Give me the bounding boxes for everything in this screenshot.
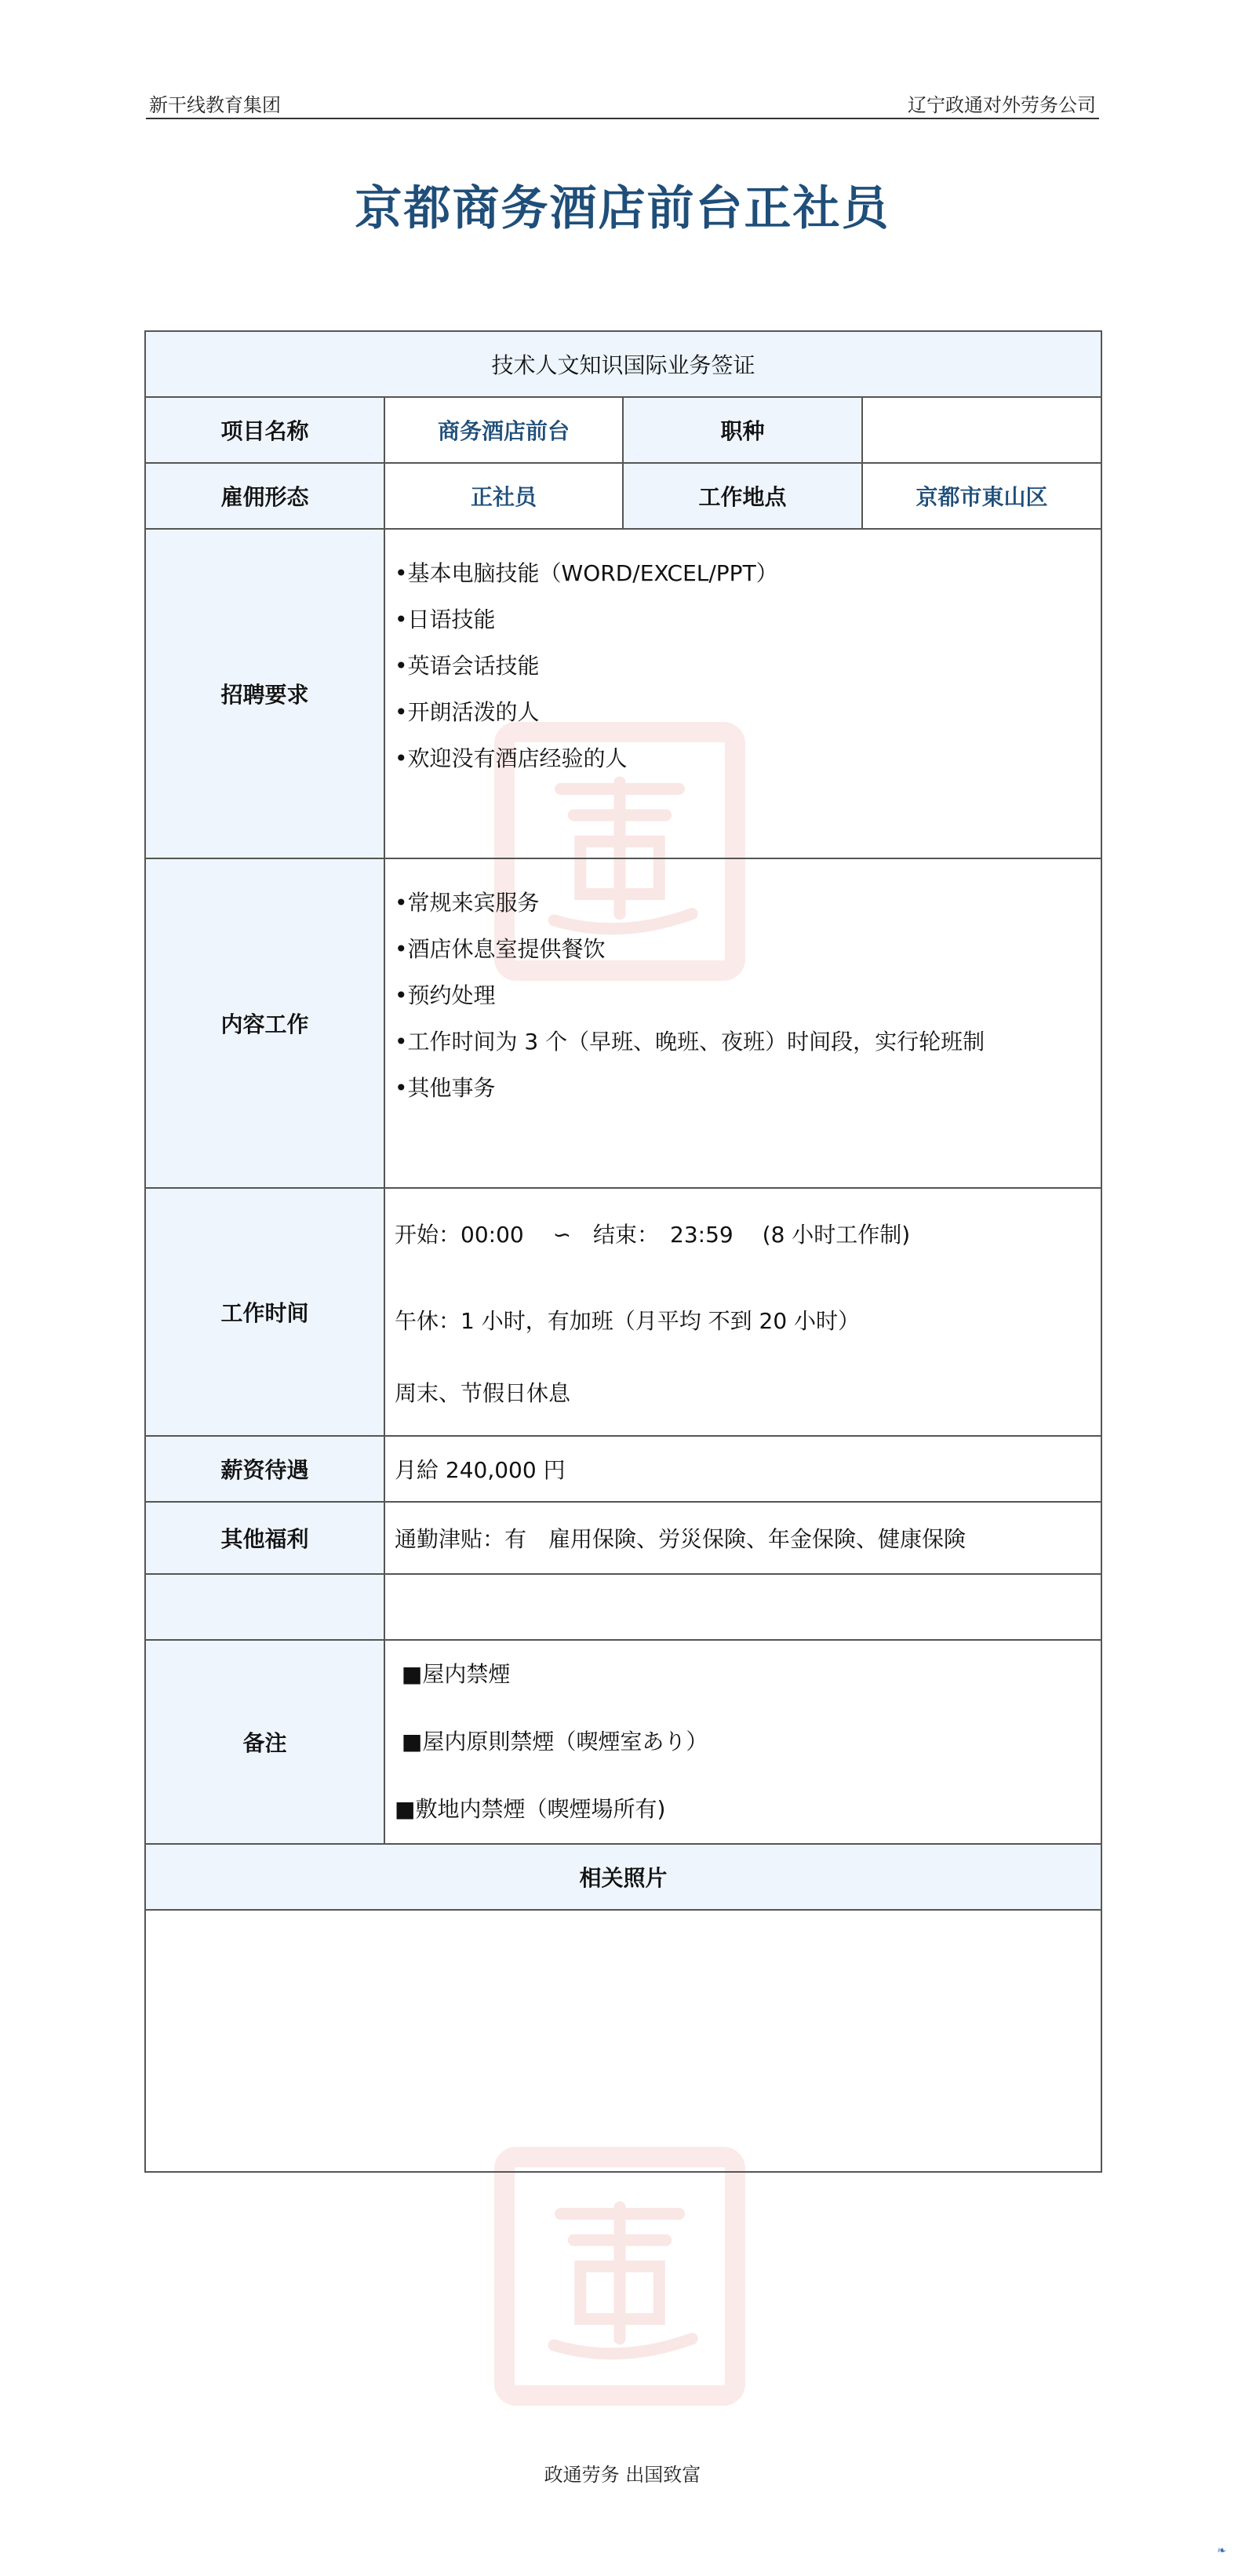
list-item: •开朗活泼的人 [395,699,540,725]
requirements-list [384,529,1101,858]
list-item: •英语会话技能 [395,653,540,679]
list-item: •基本电脑技能（WORD/EXCEL/PPT） [395,560,778,586]
requirements-label: 招聘要求 [145,529,384,858]
work-hours-label: 工作时间 [145,1188,384,1436]
list-item: •其他事务 [395,1075,496,1101]
salary-label: 薪资待遇 [145,1436,384,1502]
notes-list [384,1640,1101,1844]
work-hours-break: 午休：1 小时，有加班（月平均 不到 20 小时） [395,1308,861,1334]
job-type-label: 职种 [623,397,862,463]
work-location-value: 京都市東山区 [862,463,1101,529]
work-hours-holidays: 周末、节假日休息 [395,1380,571,1406]
footer-slogan: 政通劳务 出国致富 [544,2464,701,2486]
list-item: •日语技能 [395,607,496,632]
job-info-table [144,330,1102,2173]
work-hours-shift: 开始：00:00 ∽ 结束： 23:59 (8 小时工作制) [395,1222,911,1248]
visa-type-caption: 技术人文知识国际业务签证 [145,331,1101,397]
work-hours-cell [384,1188,1101,1436]
salary-value: 月給 240,000 円 [384,1436,1101,1502]
list-item: •预约处理 [395,982,496,1008]
work-location-label: 工作地点 [623,463,862,529]
list-item: ■屋内原則禁煙（喫煙室あり） [395,1729,708,1754]
duties-list [384,858,1101,1188]
notes-label: 备注 [145,1640,384,1844]
list-item: ■敷地内禁煙（喫煙場所有) [395,1796,666,1822]
list-item: •欢迎没有酒店经验的人 [395,745,628,771]
duties-label: 内容工作 [145,858,384,1188]
header-left-org: 新干线教育集团 [149,94,281,116]
list-item: ■屋内禁煙 [395,1661,511,1687]
benefits-value: 通勤津贴：有 雇用保険、労災保険、年金保険、健康保険 [384,1502,1101,1574]
page-title: 京都商务酒店前台正社员 [355,182,890,235]
empty-value-cell [384,1574,1101,1640]
benefits-label: 其他福利 [145,1502,384,1574]
empty-label-cell [145,1574,384,1640]
project-name-value: 商务酒店前台 [384,397,623,463]
seal-glyph-icon [515,2167,725,2385]
list-item: •酒店休息室提供餐饮 [395,936,606,962]
photos-section-header: 相关照片 [145,1844,1101,1910]
job-type-value [862,397,1101,463]
corner-mark-icon: ❧ [1217,2545,1226,2557]
photos-area [145,1910,1101,2172]
employment-type-value: 正社员 [384,463,623,529]
project-name-label: 项目名称 [145,397,384,463]
employment-type-label: 雇佣形态 [145,463,384,529]
list-item: •工作时间为 3 个（早班、晚班、夜班）时间段，实行轮班制 [395,1029,985,1055]
list-item: •常规来宾服务 [395,890,540,916]
watermark-seal-bottom [494,2147,745,2406]
header-right-org: 辽宁政通对外劳务公司 [908,94,1096,116]
header-divider [146,118,1099,119]
